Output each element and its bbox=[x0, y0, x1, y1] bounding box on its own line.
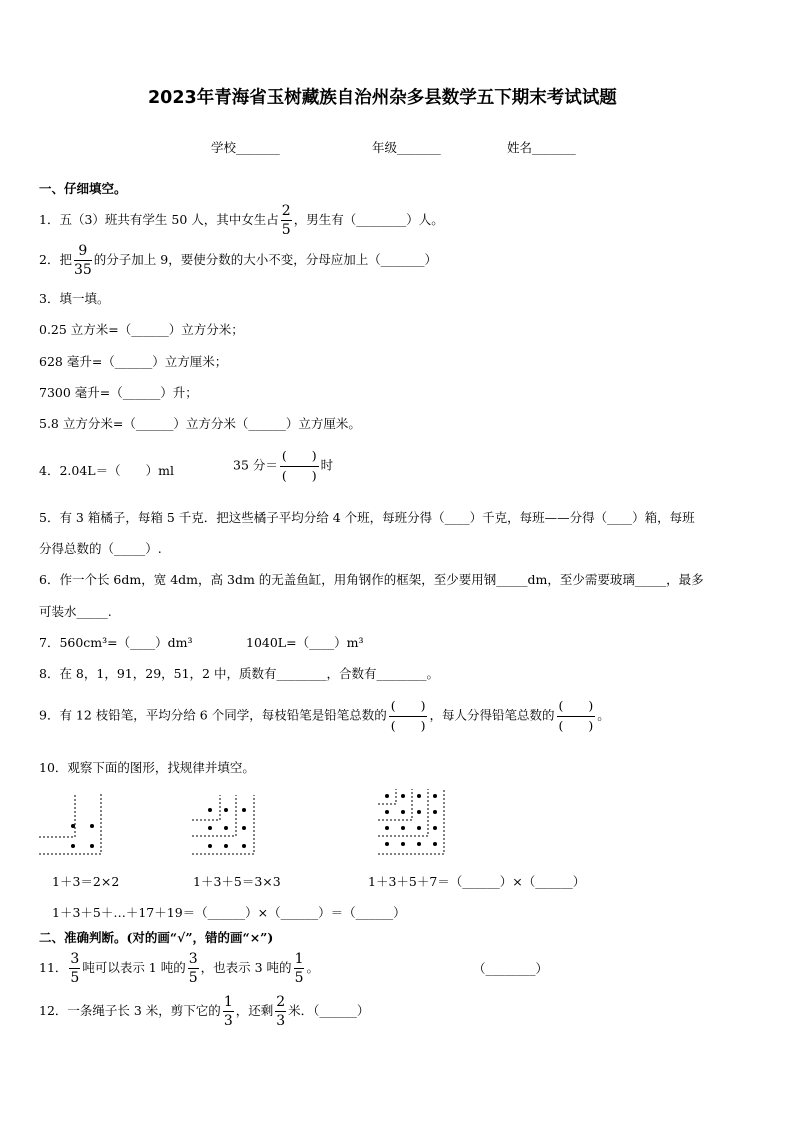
question-10-title: 10．观察下面的图形，找规律并填空。 bbox=[39, 760, 255, 775]
question-6-line-2: 可装水_____. bbox=[39, 604, 112, 619]
fraction: $\frac{3}{5}$ bbox=[188, 951, 198, 986]
question-7b: 1040L=（____）m³ bbox=[246, 635, 364, 650]
figure-2-caption: 1＋3＋5＝3×3 bbox=[193, 874, 281, 889]
question-4a: 4．2.04L＝（ ）ml bbox=[39, 463, 174, 478]
dot-figure-3 bbox=[376, 786, 448, 858]
question-6-line-1: 6．作一个长 6dm，宽 4dm，高 3dm 的无盖鱼缸，用角钢作的框架，至少要用钢_____dm，至少需要玻璃_____，最多 bbox=[39, 572, 704, 587]
section-2-heading: 二、准确判断。(对的画“√”，错的画“×”) bbox=[39, 930, 274, 945]
question-5-line-2: 分得总数的（_____）. bbox=[39, 541, 162, 556]
school-field: 学校_______ bbox=[211, 140, 280, 155]
fraction: $\frac{1}{3}$ bbox=[223, 994, 233, 1029]
fraction: $\frac{3}{5}$ bbox=[70, 951, 80, 986]
figure-1-caption: 1＋3＝2×2 bbox=[52, 874, 120, 889]
question-3-line-2: 628 毫升=（______）立方厘米； bbox=[39, 354, 228, 369]
question-12: 12．一条绳子长 3 米，剪下它的 $\frac{1}{3}$ ，还剩 $\frac{2}{3}$ 米．（______） bbox=[39, 994, 370, 1029]
question-9: 9．有 12 枝铅笔，平均分给 6 个同学，每枝铅笔是铅笔总数的 $\frac{( )}{( )}$ ，每人分得铅笔总数的 $\frac{( )}{( )}$ 。 bbox=[39, 698, 610, 733]
question-4b: 35 分＝ $\frac{( )}{( )}$ 时 bbox=[233, 448, 334, 483]
question-1: 1．五（3）班共有学生 50 人，其中女生占 $\frac{2}{5}$ ，男生有（________）人。 bbox=[39, 203, 444, 238]
question-3-line-1: 0.25 立方米=（______）立方分米； bbox=[39, 322, 244, 337]
fraction-blank: $\frac{( )}{( )}$ bbox=[558, 698, 594, 733]
name-field: 姓名_______ bbox=[507, 140, 576, 155]
figure-3-caption: 1＋3＋5＋7＝（______）×（______） bbox=[368, 874, 586, 889]
dot-figure-1 bbox=[39, 792, 107, 858]
dot-figure-2 bbox=[190, 792, 260, 858]
fraction: $\frac{1}{5}$ bbox=[294, 951, 304, 986]
fraction: $\frac{2}{5}$ bbox=[281, 203, 291, 238]
page-title: 2023年青海省玉树藏族自治州杂多县数学五下期末考试试题 bbox=[148, 88, 617, 108]
question-2: 2．把 $\frac{9}{35}$ 的分子加上 9，要使分数的大小不变，分母应加上（_______） bbox=[39, 243, 437, 278]
fraction-blank: $\frac{( )}{( )}$ bbox=[390, 698, 426, 733]
grade-field: 年级_______ bbox=[372, 140, 441, 155]
question-11: 11． $\frac{3}{5}$ 吨可以表示 1 吨的 $\frac{3}{5}$ ，也表示 3 吨的 $\frac{1}{5}$ 。 bbox=[39, 951, 319, 986]
fraction-blank: $\frac{( )}{( )}$ bbox=[281, 448, 317, 483]
fraction: $\frac{9}{35}$ bbox=[73, 243, 92, 278]
question-7a: 7．560cm³=（____）dm³ bbox=[39, 635, 193, 650]
section-1-heading: 一、仔细填空。 bbox=[39, 181, 127, 196]
question-10-sum-line: 1＋3＋5＋…＋17＋19＝（______）×（______）＝（______） bbox=[52, 905, 406, 920]
question-8: 8．在 8，1，91，29，51，2 中，质数有________，合数有________。 bbox=[39, 666, 439, 681]
question-3-title: 3．填一填。 bbox=[39, 291, 110, 306]
fraction: $\frac{2}{3}$ bbox=[276, 994, 286, 1029]
question-3-line-3: 7300 毫升=（______）升； bbox=[39, 385, 198, 400]
question-3-line-4: 5.8 立方分米=（______）立方分米（______）立方厘米。 bbox=[39, 416, 361, 431]
question-11-answer-blank: （________） bbox=[473, 961, 549, 976]
question-5-line-1: 5．有 3 箱橘子，每箱 5 千克．把这些橘子平均分给 4 个班，每班分得（____）千克，每班——分得（____）箱，每班 bbox=[39, 510, 695, 525]
